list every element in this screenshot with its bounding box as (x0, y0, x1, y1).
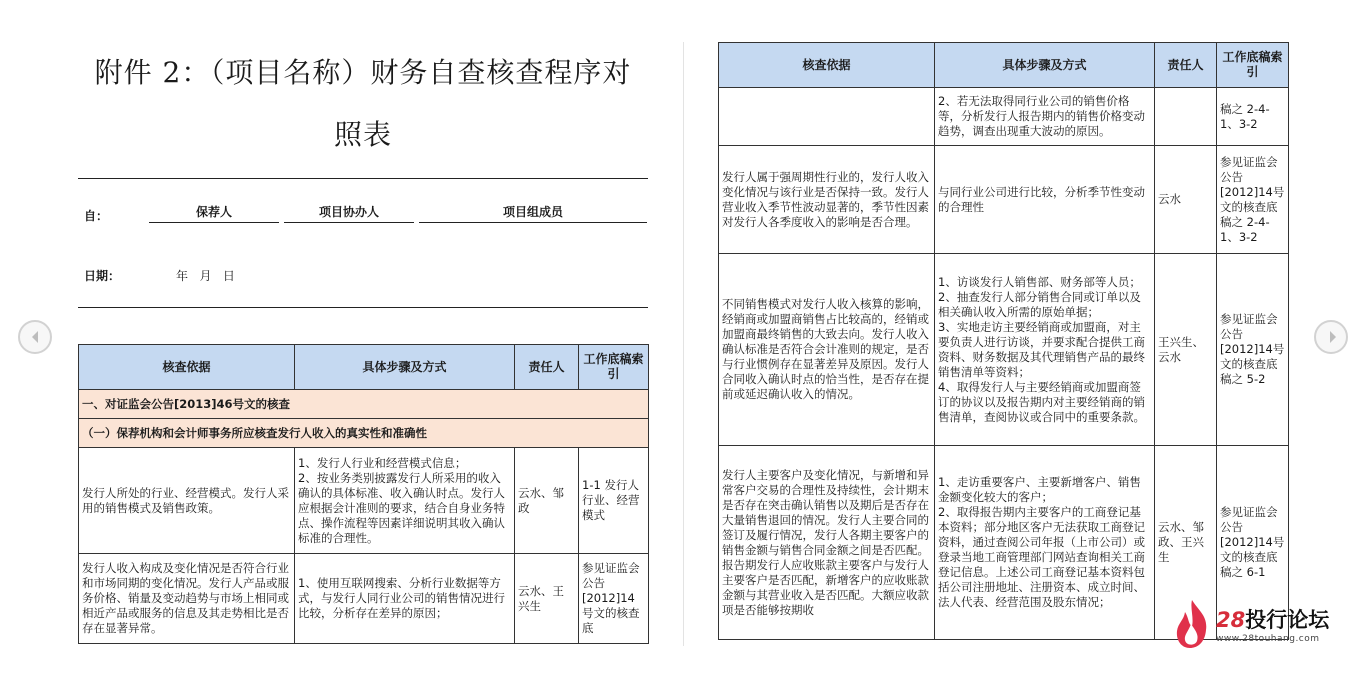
left-page (78, 40, 648, 644)
right-table (718, 42, 1289, 640)
brand-name (1216, 604, 1329, 634)
date-value: 年 月 日 (176, 269, 235, 283)
title-line-2: 照表 (333, 118, 392, 151)
members-signature: 项目组成员 (419, 203, 647, 223)
steps-cell: 1、发行人行业和经营模式信息； 2、按业务类别披露发行人所采用的收入确认的具体标准、收入确认时点。发行人应根据会计准则的要求，结合自身业务特点、操作流程等因素详细说明其收入确认标准的合理性。 (295, 448, 515, 554)
steps-cell: 1、使用互联网搜索、分析行业数据等方式，与发行人同行业公司的销售情况进行比较，分析存在差异的原因； (295, 554, 515, 644)
owner-cell: 云水、邹政 (515, 448, 579, 554)
basis-cell: 发行人所处的行业、经营模式。发行人采用的销售模式及销售政策。 (79, 448, 295, 554)
section-title-2: （一）保荐机构和会计师事务所应核查发行人收入的真实性和准确性 (79, 419, 649, 448)
date-row (78, 265, 648, 307)
co-sponsor-signature: 项目协办人 (284, 203, 414, 223)
bottom-rule (78, 307, 648, 308)
steps-cell: 与同行业公司进行比较，分析季节性变动的合理性 (935, 146, 1155, 254)
sponsor-signature: 保荐人 (149, 203, 279, 223)
prev-page-button[interactable] (18, 320, 52, 354)
index-cell: 参见证监会公告[2012]14号文的核查底稿之 2-4-1、3-2 (1217, 146, 1289, 254)
steps-cell: 2、若无法取得同行业公司的销售价格等，分析发行人报告期内的销售价格变动趋势，调查出现重大波动的原因。 (935, 88, 1155, 146)
date-label: 日期： (84, 269, 121, 283)
table-row (79, 554, 649, 644)
header-steps: 具体步骤及方式 (935, 43, 1155, 88)
owner-cell: 王兴生、云水 (1155, 254, 1217, 446)
section-row (79, 419, 649, 448)
section-row (79, 390, 649, 419)
brand-text: 投行论坛 (1245, 608, 1330, 632)
owner-cell: 云水、王兴生 (515, 554, 579, 644)
header-owner: 责任人 (515, 345, 579, 390)
header-index: 工作底稿索引 (579, 345, 649, 390)
owner-cell: 云水、邹政、王兴生 (1155, 446, 1217, 640)
owner-cell (1155, 88, 1217, 146)
signature-row (78, 179, 648, 265)
header-steps: 具体步骤及方式 (295, 345, 515, 390)
right-page (718, 42, 1288, 640)
basis-cell: 发行人收入构成及变化情况是否符合行业和市场同期的变化情况。发行人产品或服务价格、销量及变动趋势与市场上相同或相近产品或服务的信息及其走势相比是否存在显著异常。 (79, 554, 295, 644)
index-cell: 稿之 2-4-1、3-2 (1217, 88, 1289, 146)
brand-number: 28 (1216, 608, 1246, 632)
table-row (719, 146, 1289, 254)
site-watermark-logo (1172, 598, 1342, 652)
brand-url: www.28touhang.com (1216, 634, 1320, 644)
index-cell: 参见证监会公告[2012]14号文的核查底稿之 5-2 (1217, 254, 1289, 446)
table-row (719, 88, 1289, 146)
next-page-button[interactable] (1314, 320, 1348, 354)
section-title-1: 一、对证监会公告[2013]46号文的核查 (79, 390, 649, 419)
steps-cell: 1、访谈发行人销售部、财务部等人员； 2、抽查发行人部分销售合同或订单以及相关确认收入所需的原始单据； 3、实地走访主要经销商或加盟商，对主要负责人进行访谈，并要求配合提供工商资料、财务数据及其代理销售产品的最终销售清单等资料； 4、取得发行人与主要经销商或加盟商签订的协议以及报告期内对主要经销商的销售清单，查阅协议或合同中的重要条款。 (935, 254, 1155, 446)
table-header-row (719, 43, 1289, 88)
index-cell: 1-1 发行人行业、经营模式 (579, 448, 649, 554)
document-title (78, 40, 648, 176)
basis-cell: 发行人属于强周期性行业的，发行人收入变化情况与该行业是否保持一致。发行人营业收入季节性波动显著的，季节性因素对发行人各季度收入的影响是否合理。 (719, 146, 935, 254)
basis-cell: 发行人主要客户及变化情况，与新增和异常客户交易的合理性及持续性，会计期末是否存在突击确认销售以及期后是否存在大量销售退回的情况。发行人主要合同的签订及履行情况，发行人各期主要客户的销售金额与销售合同金额之间是否匹配。报告期发行人应收账款主要客户与发行人主要客户是否匹配，新增客户的应收账款金额与其营业收入是否匹配。大额应收款项是否能够按期收 (719, 446, 935, 640)
header-index: 工作底稿索引 (1217, 43, 1289, 88)
flame-logo-icon (1172, 598, 1212, 650)
from-label: 自： (84, 209, 109, 223)
steps-cell: 1、走访重要客户、主要新增客户、销售金额变化较大的客户； 2、取得报告期内主要客户的工商登记基本资料；部分地区客户无法获取工商登记资料，通过查阅公司年报（上市公司）或登录当地工商管理部门网站查询相关工商登记信息。上述公司工商登记基本资料包括公司注册地址、注册资本、成立时间、法人代表、经营范围及股东情况； (935, 446, 1155, 640)
table-row (719, 254, 1289, 446)
index-cell: 参见证监会公告[2012]14号文的核查底 (579, 554, 649, 644)
header-basis: 核查依据 (79, 345, 295, 390)
page-divider (683, 42, 684, 646)
table-row (79, 448, 649, 554)
title-line-1: 附件 2：（项目名称）财务自查核查程序对 (94, 56, 632, 89)
header-owner: 责任人 (1155, 43, 1217, 88)
owner-cell: 云水 (1155, 146, 1217, 254)
basis-cell: 不同销售模式对发行人收入核算的影响，经销商或加盟商销售占比较高的，经销或加盟商最终销售的大致去向。发行人收入确认标准是否符合会计准则的规定，是否与行业惯例存在显著差异及原因。发行人合同收入确认时点的恰当性，是否存在提前或延迟确认收入的情况。 (719, 254, 935, 446)
header-basis: 核查依据 (719, 43, 935, 88)
table-header-row (79, 345, 649, 390)
index-cell: 参见证监会公告[2012]14号文的核查底稿之 6-1 (1217, 446, 1289, 640)
chevron-right-icon (1324, 329, 1340, 345)
left-table (78, 344, 649, 644)
chevron-left-icon (28, 329, 44, 345)
basis-cell (719, 88, 935, 146)
